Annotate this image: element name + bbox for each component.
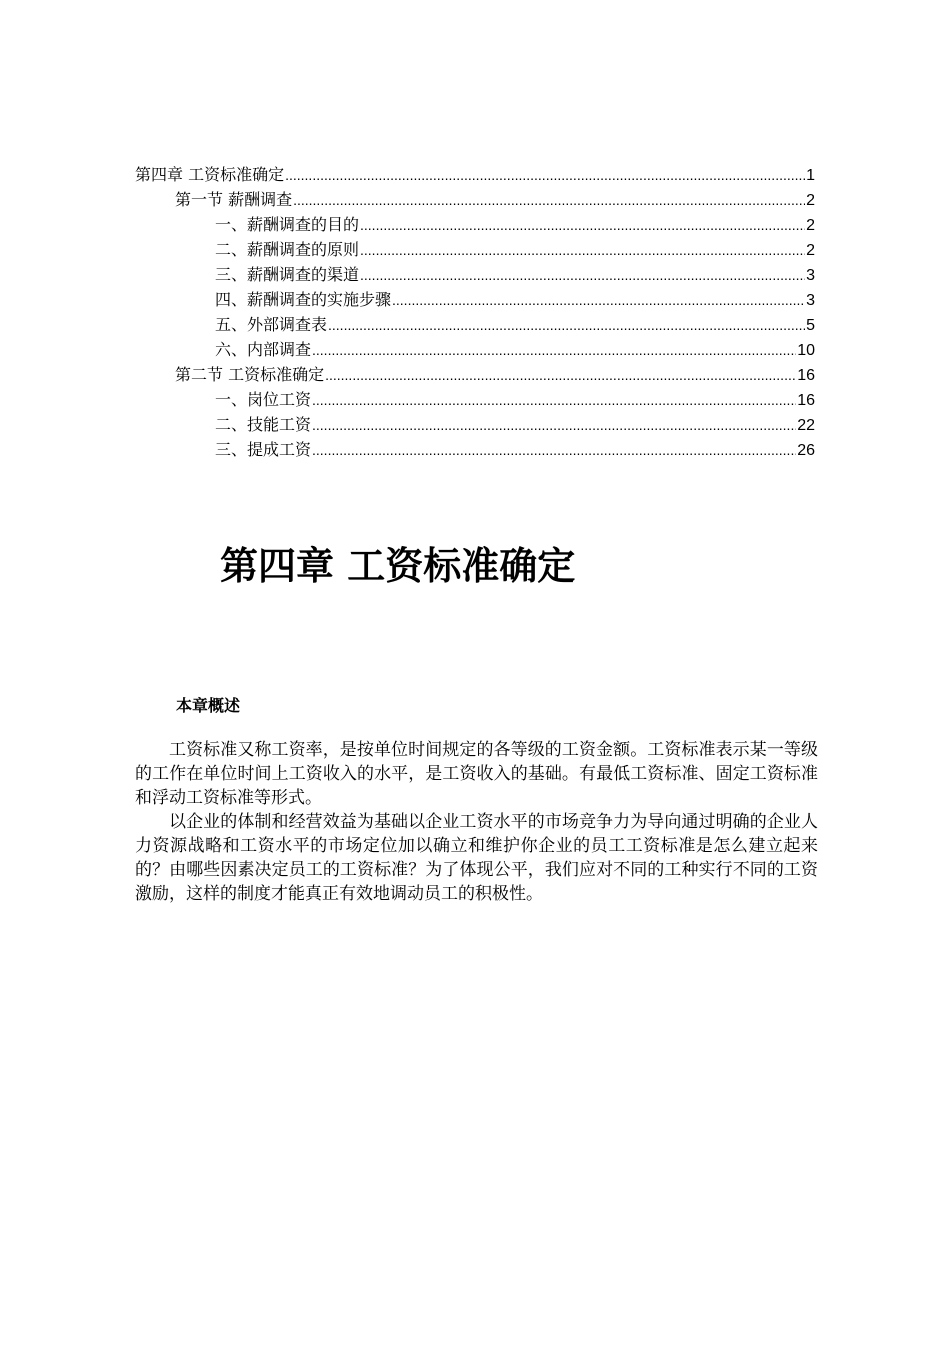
toc-entry[interactable] xyxy=(135,187,815,212)
toc-leader-dots xyxy=(328,313,805,338)
toc-entry-page: 16 xyxy=(797,392,815,409)
toc-entry-page: 26 xyxy=(797,442,815,459)
toc-leader-dots xyxy=(312,438,796,463)
toc-entry-page: 1 xyxy=(806,167,815,184)
toc-entry-page: 22 xyxy=(797,417,815,434)
toc-leader-dots xyxy=(293,188,805,213)
toc-leader-dots xyxy=(360,238,805,263)
toc-entry[interactable] xyxy=(135,362,815,387)
toc-entry[interactable] xyxy=(135,262,815,287)
toc-entry[interactable] xyxy=(135,437,815,462)
toc-leader-dots xyxy=(360,213,805,238)
toc-entry[interactable] xyxy=(135,287,815,312)
body-paragraph: 以企业的体制和经营效益为基础以企业工资水平的市场竞争力为导向通过明确的企业人力资源战略和工资水平的市场定位加以确立和维护你企业的员工工资标准是怎么建立起来的？由哪些因素决定员工的工资标准？为了体现公平，我们应对不同的工种实行不同的工资激励，这样的制度才能真正有效地调动员工的积极性。 xyxy=(135,812,818,904)
toc-leader-dots xyxy=(312,413,796,438)
toc-leader-dots xyxy=(312,338,796,363)
toc-leader-dots xyxy=(360,263,805,288)
toc-entry[interactable] xyxy=(135,237,815,262)
toc-entry-page: 16 xyxy=(797,367,815,384)
toc-entry[interactable] xyxy=(135,162,815,187)
toc-entry-label: 一、岗位工资 xyxy=(215,390,312,409)
toc-entry-label: 第二节 工资标准确定 xyxy=(175,365,325,384)
toc-entry-label: 二、薪酬调查的原则 xyxy=(215,240,360,259)
toc-leader-dots xyxy=(392,288,805,313)
toc-leader-dots xyxy=(325,363,796,388)
toc-entry-label: 第四章 工资标准确定 xyxy=(135,165,285,184)
toc-entry-page: 10 xyxy=(797,342,815,359)
toc-entry-label: 四、薪酬调查的实施步骤 xyxy=(215,290,392,309)
toc-entry-page: 2 xyxy=(806,217,815,234)
toc-entry-page: 5 xyxy=(806,317,815,334)
toc-leader-dots xyxy=(312,388,796,413)
toc-entry-page: 2 xyxy=(806,242,815,259)
toc-entry-page: 3 xyxy=(806,292,815,309)
chapter-body xyxy=(135,738,818,906)
table-of-contents xyxy=(135,162,815,462)
toc-entry-label: 三、提成工资 xyxy=(215,440,312,459)
toc-entry[interactable] xyxy=(135,212,815,237)
body-paragraph: 工资标准又称工资率，是按单位时间规定的各等级的工资金额。工资标准表示某一等级的工作在单位时间上工资收入的水平，是工资收入的基础。有最低工资标准、固定工资标准和浮动工资标准等形式。 xyxy=(135,740,818,808)
toc-leader-dots xyxy=(285,163,805,188)
toc-entry-label: 六、内部调查 xyxy=(215,340,312,359)
toc-entry[interactable] xyxy=(135,412,815,437)
toc-entry-label: 第一节 薪酬调查 xyxy=(175,190,293,209)
toc-entry-page: 3 xyxy=(806,267,815,284)
overview-heading: 本章概述 xyxy=(176,696,241,715)
toc-entry[interactable] xyxy=(135,312,815,337)
toc-entry-label: 三、薪酬调查的渠道 xyxy=(215,265,360,284)
toc-entry[interactable] xyxy=(135,387,815,412)
toc-entry-page: 2 xyxy=(806,192,815,209)
chapter-title: 第四章 工资标准确定 xyxy=(220,544,576,588)
toc-entry[interactable] xyxy=(135,337,815,362)
toc-entry-label: 一、薪酬调查的目的 xyxy=(215,215,360,234)
toc-entry-label: 二、技能工资 xyxy=(215,415,312,434)
toc-entry-label: 五、外部调查表 xyxy=(215,315,328,334)
